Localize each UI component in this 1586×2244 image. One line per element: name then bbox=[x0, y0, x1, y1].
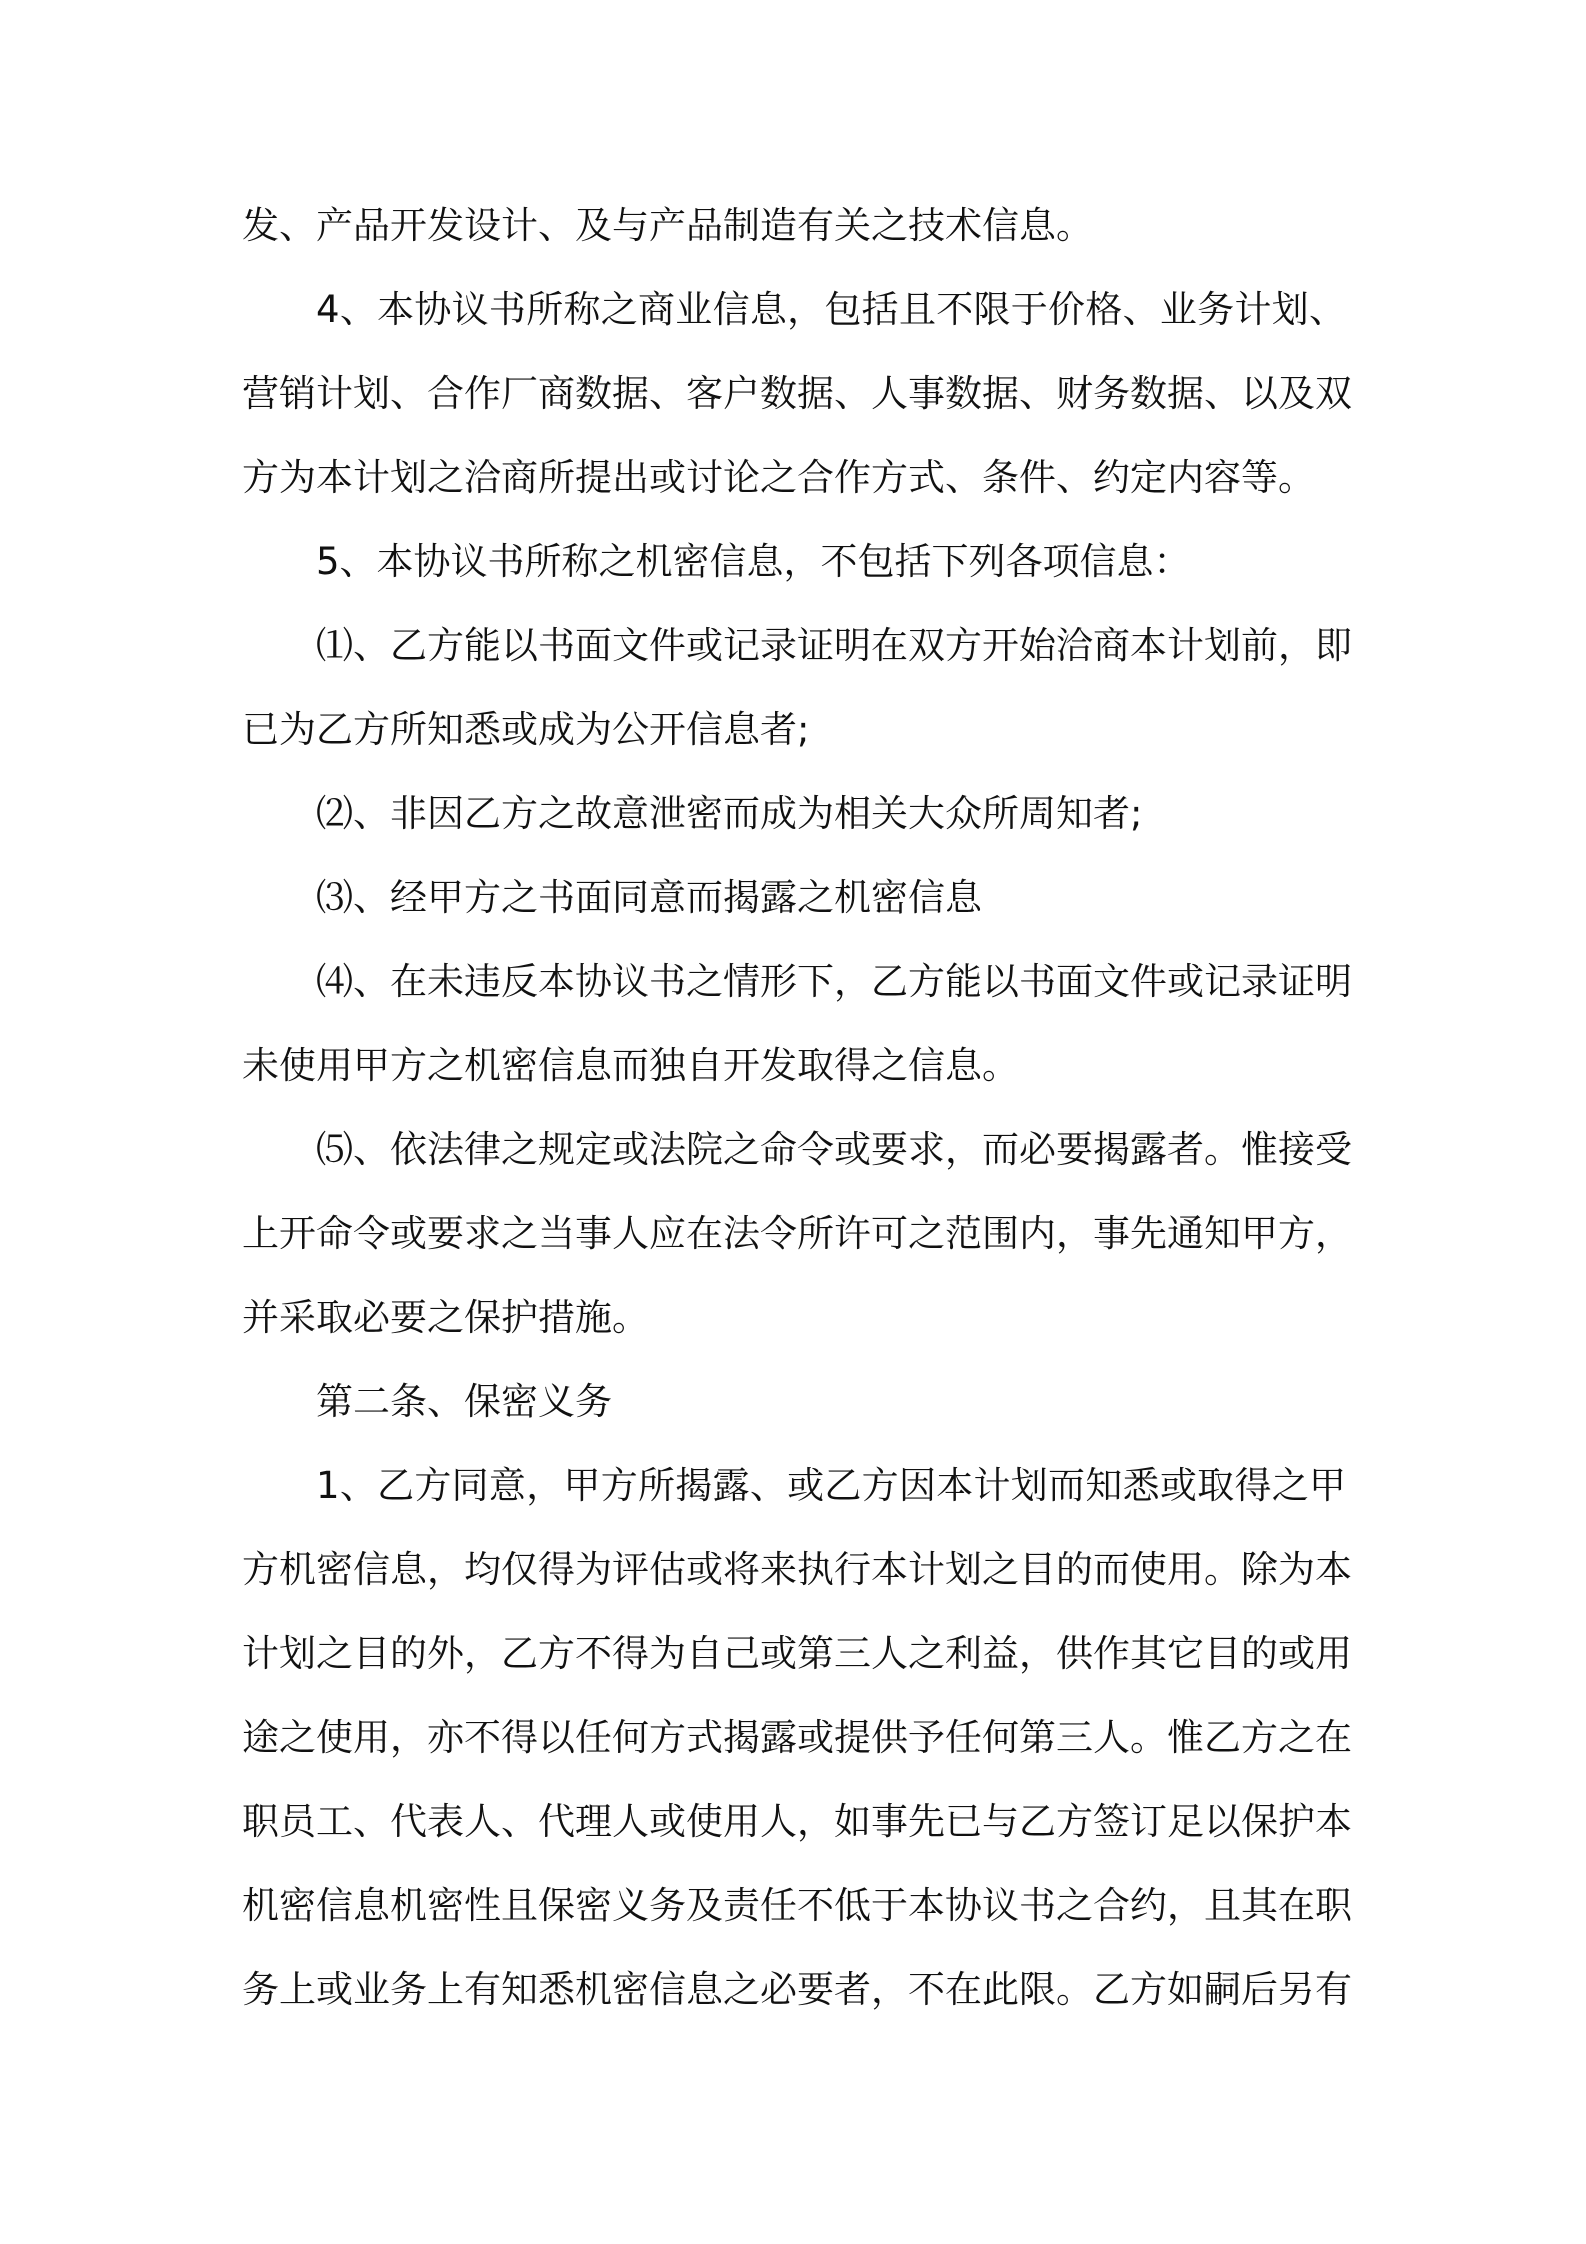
text-line: 计划之目的外，乙方不得为自己或第三人之利益，供作其它目的或用 bbox=[242, 1632, 1352, 1675]
text-line: 职员工、代表人、代理人或使用人，如事先已与乙方签订足以保护本 bbox=[242, 1800, 1352, 1843]
text-line: 发、产品开发设计、及与产品制造有关之技术信息。 bbox=[242, 204, 1093, 247]
text-line: 途之使用，亦不得以任何方式揭露或提供予任何第三人。惟乙方之在 bbox=[242, 1716, 1352, 1759]
text-line: 未使用甲方之机密信息而独自开发取得之信息。 bbox=[242, 1044, 1019, 1087]
text-line: 上开命令或要求之当事人应在法令所许可之范围内，事先通知甲方， bbox=[242, 1212, 1352, 1255]
text-line: 方机密信息，均仅得为评估或将来执行本计划之目的而使用。除为本 bbox=[242, 1548, 1352, 1591]
text-line: 机密信息机密性且保密义务及责任不低于本协议书之合约，且其在职 bbox=[242, 1884, 1352, 1927]
text-line: ⑶、经甲方之书面同意而揭露之机密信息 bbox=[316, 876, 982, 919]
text-line: 方为本计划之洽商所提出或讨论之合作方式、条件、约定内容等。 bbox=[242, 456, 1315, 499]
text-line: ⑵、非因乙方之故意泄密而成为相关大众所周知者; bbox=[316, 792, 1143, 835]
text-line: ⑷、在未违反本协议书之情形下，乙方能以书面文件或记录证明 bbox=[316, 960, 1352, 1003]
text-line: 4、本协议书所称之商业信息，包括且不限于价格、业务计划、 bbox=[316, 288, 1346, 331]
text-line: ⑸、依法律之规定或法院之命令或要求，而必要揭露者。惟接受 bbox=[316, 1128, 1352, 1171]
text-line: 已为乙方所知悉或成为公开信息者; bbox=[242, 708, 810, 751]
text-line: 5、本协议书所称之机密信息，不包括下列各项信息： bbox=[316, 540, 1191, 583]
text-line: 1、乙方同意，甲方所揭露、或乙方因本计划而知悉或取得之甲 bbox=[316, 1464, 1346, 1507]
text-line: ⑴、乙方能以书面文件或记录证明在双方开始洽商本计划前，即 bbox=[316, 624, 1352, 667]
text-line: 务上或业务上有知悉机密信息之必要者，不在此限。乙方如嗣后另有 bbox=[242, 1968, 1352, 2011]
text-line: 营销计划、合作厂商数据、客户数据、人事数据、财务数据、以及双 bbox=[242, 372, 1352, 415]
section-heading: 第二条、保密义务 bbox=[316, 1380, 612, 1423]
text-line: 并采取必要之保护措施。 bbox=[242, 1296, 649, 1339]
